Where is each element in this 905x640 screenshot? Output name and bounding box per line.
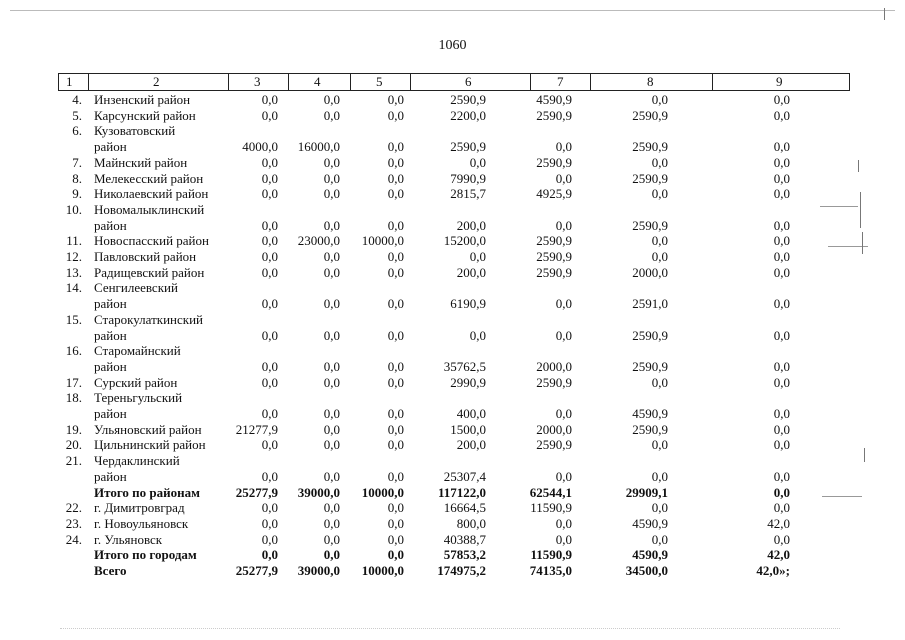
cell-value: 2590,9 bbox=[450, 139, 486, 155]
cell-value: 0,0 bbox=[773, 139, 790, 155]
scan-artifact bbox=[858, 160, 859, 172]
cell-value: 40388,7 bbox=[443, 531, 486, 547]
cell-value: 7990,9 bbox=[450, 170, 486, 186]
cell-value: 2590,9 bbox=[536, 264, 572, 280]
cell-value: 2815,7 bbox=[450, 186, 486, 202]
row-name: Майнский район bbox=[94, 154, 188, 170]
cell-value: 0,0 bbox=[323, 249, 340, 264]
cell-value: 2000,0 bbox=[536, 358, 572, 374]
cell-value: 0,0 bbox=[773, 374, 790, 390]
cell-value: 2590,9 bbox=[450, 92, 486, 107]
cell-value: 0,0 bbox=[261, 468, 278, 484]
cell-value: 0,0 bbox=[323, 264, 340, 280]
cell-value: 10000,0 bbox=[361, 233, 404, 249]
cell-value: 0,0 bbox=[323, 327, 340, 343]
row-name: Карсунский район bbox=[94, 107, 196, 123]
row-number: 19. bbox=[65, 421, 82, 437]
row-number: 14. bbox=[65, 280, 82, 296]
row-number: 21. bbox=[65, 453, 82, 469]
column-header: 5 bbox=[376, 74, 383, 89]
row-name: г. Димитровград bbox=[94, 500, 185, 516]
cell-value: 0,0 bbox=[323, 217, 340, 233]
cell-value: 0,0 bbox=[261, 374, 278, 390]
row-name: Старокулаткинский bbox=[94, 311, 204, 327]
page-number: 1060 bbox=[438, 38, 467, 53]
row-number: 6. bbox=[72, 123, 82, 139]
cell-value: 11590,9 bbox=[530, 500, 572, 516]
cell-value: 0,0 bbox=[261, 249, 278, 264]
cell-value: 0,0 bbox=[773, 186, 790, 202]
cell-value: 0,0 bbox=[323, 92, 340, 107]
cell-value: 0,0 bbox=[773, 327, 790, 343]
row-name: Чердаклинский bbox=[94, 453, 180, 469]
cell-value: 0,0 bbox=[651, 92, 668, 107]
cell-value: 39000,0 bbox=[297, 563, 340, 578]
row-number: 7. bbox=[72, 154, 82, 170]
cell-value: 0,0 bbox=[261, 264, 278, 280]
cell-value: 0,0 bbox=[387, 437, 404, 453]
row-number: 13. bbox=[65, 264, 82, 280]
column-header: 8 bbox=[647, 74, 654, 89]
cell-value: 0,0 bbox=[323, 186, 340, 202]
cell-value: 0,0 bbox=[261, 154, 278, 170]
cell-value: 0,0 bbox=[323, 547, 340, 563]
cell-value: 21277,9 bbox=[235, 421, 278, 437]
header-divider bbox=[288, 73, 289, 90]
cell-value: 0,0 bbox=[773, 484, 790, 500]
cell-value: 10000,0 bbox=[361, 484, 404, 500]
cell-value: 4590,9 bbox=[536, 92, 572, 107]
cell-value: 42,0 bbox=[767, 515, 790, 531]
cell-value: 0,0 bbox=[469, 154, 486, 170]
cell-value: 0,0 bbox=[387, 154, 404, 170]
cell-value: 0,0 bbox=[261, 531, 278, 547]
scan-artifact bbox=[820, 206, 858, 207]
row-number: 24. bbox=[65, 531, 82, 547]
cell-value: 0,0 bbox=[323, 406, 340, 421]
cell-value: 0,0 bbox=[555, 515, 572, 531]
row-number: 18. bbox=[65, 390, 82, 406]
cell-value: 2990,9 bbox=[450, 374, 486, 390]
cell-value: 0,0 bbox=[773, 170, 790, 186]
cell-value: 0,0 bbox=[773, 233, 790, 249]
cell-value: 2590,9 bbox=[536, 249, 572, 264]
row-name: Старомайнский bbox=[94, 343, 181, 359]
cell-value: 0,0 bbox=[323, 358, 340, 374]
cell-value: 2590,9 bbox=[632, 139, 668, 155]
row-name: Итого по городам bbox=[94, 547, 197, 563]
cell-value: 0,0 bbox=[387, 139, 404, 155]
cell-value: 174975,2 bbox=[437, 563, 486, 578]
cell-value: 2590,9 bbox=[536, 107, 572, 123]
cell-value: 2590,9 bbox=[536, 437, 572, 453]
header-divider bbox=[712, 73, 713, 90]
cell-value: 39000,0 bbox=[297, 484, 340, 500]
cell-value: 34500,0 bbox=[625, 563, 668, 578]
cell-value: 0,0 bbox=[323, 531, 340, 547]
cell-value: 0,0 bbox=[261, 547, 278, 563]
cell-value: 2200,0 bbox=[450, 107, 486, 123]
header-divider bbox=[228, 73, 229, 90]
row-name: Сенгилеевский bbox=[94, 280, 178, 296]
cell-value: 0,0 bbox=[261, 217, 278, 233]
cell-value: 4590,9 bbox=[632, 406, 668, 421]
row-number: 5. bbox=[72, 107, 82, 123]
cell-value: 0,0 bbox=[651, 186, 668, 202]
table-header-row bbox=[58, 73, 850, 91]
column-header: 7 bbox=[557, 74, 564, 89]
scan-artifact bbox=[822, 496, 862, 497]
cell-value: 0,0 bbox=[261, 186, 278, 202]
cell-value: 2590,9 bbox=[632, 217, 668, 233]
cell-value: 2591,0 bbox=[632, 296, 668, 312]
cell-value: 0,0 bbox=[651, 154, 668, 170]
cell-value: 4000,0 bbox=[242, 139, 278, 155]
cell-value: 0,0 bbox=[261, 233, 278, 249]
cell-value: 0,0 bbox=[555, 170, 572, 186]
cell-value: 2590,9 bbox=[536, 233, 572, 249]
cell-value: 0,0 bbox=[387, 421, 404, 437]
cell-value: 0,0 bbox=[773, 406, 790, 421]
cell-value: 0,0 bbox=[773, 500, 790, 516]
scan-artifact bbox=[860, 192, 861, 228]
cell-value: 62544,1 bbox=[529, 484, 572, 500]
cell-value: 0,0 bbox=[261, 92, 278, 107]
cell-value: 29909,1 bbox=[625, 484, 668, 500]
cell-value: 2590,9 bbox=[536, 154, 572, 170]
cell-value: 0,0 bbox=[651, 249, 668, 264]
cell-value: 0,0 bbox=[323, 107, 340, 123]
cell-value: 11590,9 bbox=[530, 547, 572, 563]
cell-value: 0,0 bbox=[773, 217, 790, 233]
column-header: 4 bbox=[314, 74, 321, 89]
row-name: Кузоватовский bbox=[94, 123, 176, 139]
cell-value: 0,0 bbox=[773, 421, 790, 437]
scan-artifact bbox=[864, 448, 865, 462]
cell-value: 0,0 bbox=[261, 437, 278, 453]
cell-value: 200,0 bbox=[456, 437, 486, 453]
row-number: 15. bbox=[65, 311, 82, 327]
cell-value: 0,0 bbox=[651, 374, 668, 390]
cell-value: 0,0 bbox=[773, 264, 790, 280]
cell-value: 0,0 bbox=[387, 296, 404, 312]
row-name: район bbox=[94, 358, 127, 374]
scan-artifact bbox=[884, 8, 885, 20]
column-header: 9 bbox=[776, 74, 783, 89]
cell-value: 0,0 bbox=[387, 92, 404, 107]
cell-value: 0,0 bbox=[387, 249, 404, 264]
header-divider bbox=[590, 73, 591, 90]
cell-value: 117122,0 bbox=[437, 484, 486, 500]
row-name: Ульяновский район bbox=[94, 421, 202, 437]
row-number: 9. bbox=[72, 186, 82, 202]
cell-value: 16000,0 bbox=[297, 139, 340, 155]
cell-value: 0,0 bbox=[387, 547, 404, 563]
cell-value: 0,0 bbox=[261, 107, 278, 123]
cell-value: 0,0 bbox=[773, 468, 790, 484]
row-number: 11. bbox=[66, 233, 82, 249]
cell-value: 1500,0 bbox=[450, 421, 486, 437]
cell-value: 0,0 bbox=[651, 233, 668, 249]
row-name: Николаевский район bbox=[94, 186, 209, 202]
column-header: 6 bbox=[465, 74, 472, 89]
cell-value: 2590,9 bbox=[536, 374, 572, 390]
header-divider bbox=[350, 73, 351, 90]
cell-value: 0,0 bbox=[555, 468, 572, 484]
header-divider bbox=[410, 73, 411, 90]
row-name: Радищевский район bbox=[94, 264, 205, 280]
cell-value: 10000,0 bbox=[361, 563, 404, 578]
cell-value: 2590,9 bbox=[632, 421, 668, 437]
cell-value: 4590,9 bbox=[632, 515, 668, 531]
cell-value: 0,0 bbox=[387, 406, 404, 421]
cell-value: 0,0 bbox=[773, 92, 790, 107]
row-name: Мелекесский район bbox=[94, 170, 204, 186]
cell-value: 0,0 bbox=[469, 327, 486, 343]
row-name: Сурский район bbox=[94, 374, 178, 390]
row-number: 12. bbox=[65, 249, 82, 264]
cell-value: 400,0 bbox=[456, 406, 486, 421]
cell-value: 0,0 bbox=[261, 515, 278, 531]
cell-value: 0,0 bbox=[555, 531, 572, 547]
cell-value: 0,0 bbox=[387, 264, 404, 280]
cell-value: 0,0 bbox=[387, 107, 404, 123]
cell-value: 0,0 bbox=[651, 437, 668, 453]
cell-value: 25277,9 bbox=[235, 484, 278, 500]
cell-value: 2000,0 bbox=[536, 421, 572, 437]
cell-value: 25307,4 bbox=[443, 468, 486, 484]
cell-value: 0,0 bbox=[323, 154, 340, 170]
cell-value: 4925,9 bbox=[536, 186, 572, 202]
cell-value: 0,0 bbox=[323, 421, 340, 437]
row-name: Всего bbox=[94, 563, 127, 578]
cell-value: 0,0 bbox=[261, 406, 278, 421]
row-name: район bbox=[94, 217, 127, 233]
row-name: Новоспасский район bbox=[94, 233, 209, 249]
row-name: Цильнинский район bbox=[94, 437, 206, 453]
cell-value: 35762,5 bbox=[443, 358, 486, 374]
row-number: 4. bbox=[72, 92, 82, 107]
row-name: Итого по районам bbox=[94, 484, 200, 500]
row-name: Павловский район bbox=[94, 249, 197, 264]
cell-value: 0,0 bbox=[387, 515, 404, 531]
cell-value: 25277,9 bbox=[235, 563, 278, 578]
scan-edge-line bbox=[10, 10, 895, 11]
column-header: 1 bbox=[66, 74, 73, 89]
cell-value: 0,0 bbox=[323, 515, 340, 531]
cell-value: 0,0 bbox=[773, 437, 790, 453]
cell-value: 0,0 bbox=[555, 296, 572, 312]
row-name: Новомалыклинский bbox=[94, 201, 205, 217]
cell-value: 0,0 bbox=[323, 468, 340, 484]
cell-value: 0,0 bbox=[469, 249, 486, 264]
row-name: Инзенский район bbox=[94, 92, 191, 107]
cell-value: 57853,2 bbox=[443, 547, 486, 563]
cell-value: 42,0»; bbox=[756, 563, 790, 578]
cell-value: 0,0 bbox=[387, 374, 404, 390]
cell-value: 74135,0 bbox=[529, 563, 572, 578]
cell-value: 0,0 bbox=[323, 500, 340, 516]
scan-artifact bbox=[862, 232, 863, 254]
cell-value: 0,0 bbox=[323, 374, 340, 390]
cell-value: 0,0 bbox=[387, 358, 404, 374]
cell-value: 2590,9 bbox=[632, 358, 668, 374]
row-name: г. Новоульяновск bbox=[94, 515, 189, 531]
column-header: 3 bbox=[254, 74, 261, 89]
cell-value: 0,0 bbox=[773, 249, 790, 264]
cell-value: 0,0 bbox=[773, 296, 790, 312]
cell-value: 0,0 bbox=[387, 327, 404, 343]
cell-value: 0,0 bbox=[555, 327, 572, 343]
cell-value: 0,0 bbox=[773, 358, 790, 374]
cell-value: 0,0 bbox=[773, 107, 790, 123]
column-header: 2 bbox=[153, 74, 160, 89]
row-number: 20. bbox=[65, 437, 82, 453]
cell-value: 0,0 bbox=[387, 468, 404, 484]
cell-value: 0,0 bbox=[773, 154, 790, 170]
cell-value: 6190,9 bbox=[450, 296, 486, 312]
row-name: г. Ульяновск bbox=[94, 531, 163, 547]
row-name: район bbox=[94, 296, 127, 312]
row-name: район bbox=[94, 468, 127, 484]
row-number: 23. bbox=[65, 515, 82, 531]
cell-value: 0,0 bbox=[387, 170, 404, 186]
cell-value: 800,0 bbox=[456, 515, 486, 531]
cell-value: 0,0 bbox=[387, 217, 404, 233]
cell-value: 0,0 bbox=[387, 500, 404, 516]
row-number: 10. bbox=[65, 201, 82, 217]
cell-value: 0,0 bbox=[555, 406, 572, 421]
row-number: 16. bbox=[65, 343, 82, 359]
cell-value: 0,0 bbox=[323, 437, 340, 453]
cell-value: 0,0 bbox=[323, 170, 340, 186]
row-number: 17. bbox=[65, 374, 82, 390]
row-number: 8. bbox=[72, 170, 82, 186]
cell-value: 200,0 bbox=[456, 264, 486, 280]
cell-value: 0,0 bbox=[261, 358, 278, 374]
cell-value: 15200,0 bbox=[443, 233, 486, 249]
row-name: район bbox=[94, 406, 127, 421]
cell-value: 0,0 bbox=[651, 500, 668, 516]
cell-value: 42,0 bbox=[767, 547, 790, 563]
cell-value: 0,0 bbox=[261, 170, 278, 186]
row-name: район bbox=[94, 327, 127, 343]
cell-value: 0,0 bbox=[261, 500, 278, 516]
row-name: Тереньгульский bbox=[94, 390, 183, 406]
cell-value: 0,0 bbox=[323, 296, 340, 312]
row-name: район bbox=[94, 139, 127, 155]
cell-value: 2590,9 bbox=[632, 327, 668, 343]
cell-value: 2590,9 bbox=[632, 170, 668, 186]
cell-value: 0,0 bbox=[555, 139, 572, 155]
cell-value: 0,0 bbox=[773, 531, 790, 547]
cell-value: 2000,0 bbox=[632, 264, 668, 280]
cell-value: 0,0 bbox=[261, 296, 278, 312]
cell-value: 23000,0 bbox=[297, 233, 340, 249]
scan-artifact bbox=[60, 628, 840, 629]
cell-value: 0,0 bbox=[651, 531, 668, 547]
cell-value: 0,0 bbox=[555, 217, 572, 233]
cell-value: 0,0 bbox=[651, 468, 668, 484]
cell-value: 0,0 bbox=[261, 327, 278, 343]
header-divider bbox=[530, 73, 531, 90]
cell-value: 200,0 bbox=[456, 217, 486, 233]
header-divider bbox=[88, 73, 89, 90]
cell-value: 0,0 bbox=[387, 531, 404, 547]
cell-value: 4590,9 bbox=[632, 547, 668, 563]
row-number: 22. bbox=[65, 500, 82, 516]
cell-value: 0,0 bbox=[387, 186, 404, 202]
cell-value: 16664,5 bbox=[443, 500, 486, 516]
cell-value: 2590,9 bbox=[632, 107, 668, 123]
